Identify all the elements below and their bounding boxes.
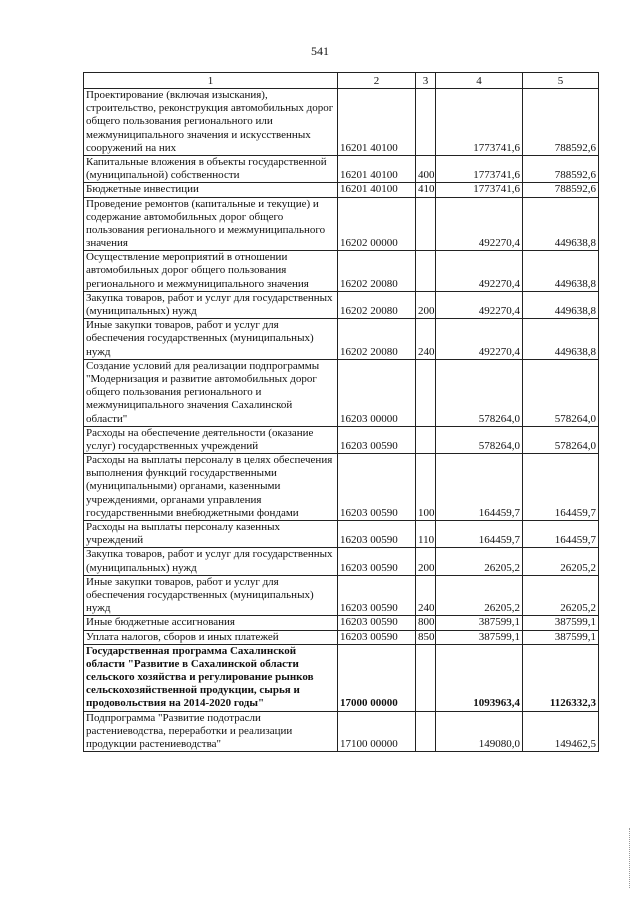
row-value-1: 387599,1 [436,630,523,644]
row-value-2: 449638,8 [523,319,599,360]
row-code: 16203 00590 [338,426,416,453]
row-expense-type: 200 [416,548,436,575]
row-name: Иные закупки товаров, работ и услуг для обеспечения государственных (муниципальных) нужд [84,575,338,616]
row-value-1: 1773741,6 [436,183,523,197]
col-header-3: 3 [416,73,436,89]
row-expense-type [416,251,436,292]
row-value-1: 492270,4 [436,251,523,292]
row-expense-type: 400 [416,155,436,182]
row-value-1: 492270,4 [436,291,523,318]
row-value-1: 149080,0 [436,711,523,752]
row-name: Проектирование (включая изыскания), строительство, реконструкция автомобильных дорог общего пользования регионального или межмуниципального значения и искусственных сооружений на них [84,89,338,156]
row-value-2: 449638,8 [523,197,599,251]
row-name: Иные бюджетные ассигнования [84,616,338,630]
row-code: 17000 00000 [338,644,416,711]
row-value-1: 1093963,4 [436,644,523,711]
col-header-1: 1 [84,73,338,89]
row-value-1: 164459,7 [436,454,523,521]
row-value-1: 578264,0 [436,359,523,426]
row-code: 16202 00000 [338,197,416,251]
col-header-2: 2 [338,73,416,89]
row-name: Закупка товаров, работ и услуг для государственных (муниципальных) нужд [84,548,338,575]
row-code: 16203 00590 [338,616,416,630]
table-row [84,251,599,292]
row-expense-type [416,711,436,752]
row-expense-type [416,359,436,426]
col-header-5: 5 [523,73,599,89]
row-value-2: 387599,1 [523,616,599,630]
row-name: Уплата налогов, сборов и иных платежей [84,630,338,644]
row-expense-type: 240 [416,319,436,360]
row-code: 16203 00590 [338,630,416,644]
row-name: Иные закупки товаров, работ и услуг для обеспечения государственных (муниципальных) нужд [84,319,338,360]
row-expense-type: 850 [416,630,436,644]
row-value-1: 1773741,6 [436,89,523,156]
row-value-1: 1773741,6 [436,155,523,182]
row-name: Бюджетные инвестиции [84,183,338,197]
page-number: 541 [311,44,329,58]
table-row [84,89,599,156]
table-row [84,319,599,360]
table-row [84,644,599,711]
row-expense-type: 100 [416,454,436,521]
row-code: 16202 20080 [338,251,416,292]
row-value-1: 578264,0 [436,426,523,453]
table-row [84,548,599,575]
row-expense-type: 410 [416,183,436,197]
table-row [84,183,599,197]
row-value-2: 788592,6 [523,183,599,197]
row-code: 16203 00590 [338,548,416,575]
table-row [84,521,599,548]
row-value-2: 164459,7 [523,521,599,548]
row-name: Расходы на обеспечение деятельности (оказание услуг) государственных учреждений [84,426,338,453]
row-expense-type [416,644,436,711]
row-name: Осуществление мероприятий в отношении автомобильных дорог общего пользования регионального и межмуниципального значения [84,251,338,292]
row-expense-type [416,426,436,453]
row-code: 16201 40100 [338,155,416,182]
table-row [84,359,599,426]
row-code: 16202 20080 [338,319,416,360]
budget-table [83,72,599,752]
row-expense-type [416,197,436,251]
row-code: 16203 00000 [338,359,416,426]
table-row [84,630,599,644]
row-value-2: 578264,0 [523,359,599,426]
row-code: 17100 00000 [338,711,416,752]
row-value-2: 449638,8 [523,291,599,318]
row-value-2: 578264,0 [523,426,599,453]
row-value-1: 26205,2 [436,575,523,616]
table-row [84,711,599,752]
row-value-2: 1126332,3 [523,644,599,711]
row-name: Государственная программа Сахалинской области "Развитие в Сахалинской области сельского хозяйства и регулирование рынков сельскохозяйственной продукции, сырья и продовольствия на 2014-2020 годы" [84,644,338,711]
row-name: Капитальные вложения в объекты государственной (муниципальной) собственности [84,155,338,182]
row-name: Подпрограмма "Развитие подотрасли растениеводства, переработки и реализации продукции растениеводства" [84,711,338,752]
row-value-1: 492270,4 [436,197,523,251]
table-row [84,426,599,453]
row-value-2: 788592,6 [523,155,599,182]
row-name: Создание условий для реализации подпрограммы "Модернизация и развитие автомобильных дорог общего пользования регионального и межмуниципального значения Сахалинской области" [84,359,338,426]
row-value-2: 26205,2 [523,575,599,616]
row-code: 16203 00590 [338,454,416,521]
row-name: Закупка товаров, работ и услуг для государственных (муниципальных) нужд [84,291,338,318]
col-header-4: 4 [436,73,523,89]
row-expense-type: 110 [416,521,436,548]
table-row [84,616,599,630]
row-code: 16203 00590 [338,521,416,548]
row-value-2: 26205,2 [523,548,599,575]
row-expense-type: 200 [416,291,436,318]
row-value-2: 387599,1 [523,630,599,644]
table-body [84,89,599,752]
row-value-1: 26205,2 [436,548,523,575]
row-expense-type [416,89,436,156]
table-row [84,454,599,521]
row-name: Проведение ремонтов (капитальные и текущие) и содержание автомобильных дорог общего пользования регионального и межмуниципального значения [84,197,338,251]
row-name: Расходы на выплаты персоналу в целях обеспечения выполнения функций государственными (муниципальными) органами, казенными учреждениями, органами управления государственными внебюджетными фондами [84,454,338,521]
row-value-1: 492270,4 [436,319,523,360]
row-value-1: 387599,1 [436,616,523,630]
row-code: 16203 00590 [338,575,416,616]
table-row [84,155,599,182]
row-value-1: 164459,7 [436,521,523,548]
row-code: 16201 40100 [338,183,416,197]
row-value-2: 788592,6 [523,89,599,156]
row-expense-type: 240 [416,575,436,616]
row-expense-type: 800 [416,616,436,630]
table-row [84,575,599,616]
row-code: 16202 20080 [338,291,416,318]
scan-edge-mark [628,828,630,888]
row-name: Расходы на выплаты персоналу казенных учреждений [84,521,338,548]
row-value-2: 449638,8 [523,251,599,292]
table-row [84,197,599,251]
row-value-2: 164459,7 [523,454,599,521]
row-value-2: 149462,5 [523,711,599,752]
row-code: 16201 40100 [338,89,416,156]
table-header-row [84,73,599,89]
table-row [84,291,599,318]
